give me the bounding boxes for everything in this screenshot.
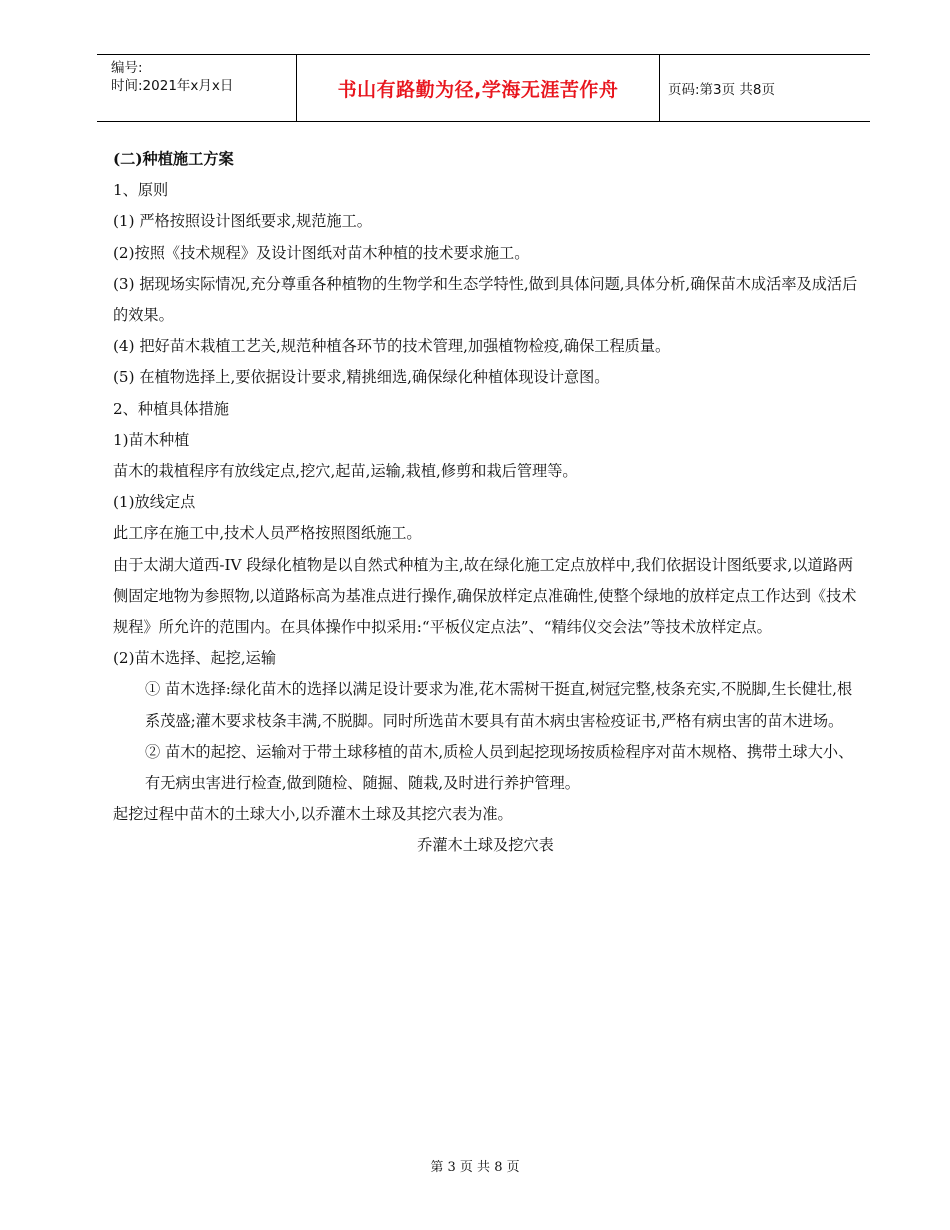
document-body <box>113 144 858 862</box>
section-title: (二)种植施工方案 <box>113 150 234 168</box>
staking-paragraph-2: 由于太湖大道西-IV 段绿化植物是以自然式种植为主,故在绿化施工定点放样中,我们依据设计图纸要求,以道路两侧固定地物为参照物,以道路标高为基准点进行操作,确保放样定点准确性,使整个绿地的放样定点工作达到《技术规程》所允许的范围内。在具体操作中拟采用:“平板仪定点法”、“精纬仪交会法”等技术放样定点。 <box>113 555 857 637</box>
staking-heading: (1)放线定点 <box>113 493 196 512</box>
principle-item-4: (4) 把好苗木栽植工艺关,规范种植各环节的技术管理,加强植物检疫,确保工程质量。 <box>113 337 671 356</box>
principle-item-3: (3) 据现场实际情况,充分尊重各种植物的生物学和生态学特性,做到具体问题,具体分析,确保苗木成活率及成活后的效果。 <box>113 274 858 325</box>
table-caption: 乔灌木土球及挖穴表 <box>417 836 554 855</box>
header-motto: 书山有路勤为径,学海无涯苦作舟 <box>297 55 660 121</box>
principle-item-5: (5) 在植物选择上,要依据设计要求,精挑细选,确保绿化种植体现设计意图。 <box>113 368 610 387</box>
principle-heading: 1、原则 <box>113 181 169 200</box>
page-footer: 第 3 页 共 8 页 <box>430 1160 520 1175</box>
document-time-label: 时间:2021年x月x日 <box>111 78 234 94</box>
header-page-info: 页码:第3页 共8页 <box>668 82 776 98</box>
measures-heading: 2、种植具体措施 <box>113 399 229 418</box>
document-number-label: 编号: <box>111 60 143 76</box>
selection-paragraph-2: ② 苗木的起挖、运输对于带土球移植的苗木,质检人员到起挖现场按质检程序对苗木规格、携带土球大小、有无病虫害进行检查,做到随检、随掘、随栽,及时进行养护管理。 <box>145 742 854 793</box>
header-meta <box>97 55 297 121</box>
staking-paragraph-1: 此工序在施工中,技术人员严格按照图纸施工。 <box>113 524 422 543</box>
selection-heading: (2)苗木选择、起挖,运输 <box>113 649 277 668</box>
principle-item-1: (1) 严格按照设计图纸要求,规范施工。 <box>113 212 372 231</box>
page-header <box>97 54 870 122</box>
planting-procedure-paragraph: 苗木的栽植程序有放线定点,挖穴,起苗,运输,栽植,修剪和栽后管理等。 <box>113 462 578 481</box>
selection-paragraph-1: ① 苗木选择:绿化苗木的选择以满足设计要求为准,花木需树干挺直,树冠完整,枝条充实,不脱脚,生长健壮,根系茂盛;灌木要求枝条丰满,不脱脚。同时所选苗木要具有苗木病虫害检疫证书,严格有病虫害的苗木进场。 <box>145 680 853 730</box>
planting-subheading: 1)苗木种植 <box>113 430 190 449</box>
principle-item-2: (2)按照《技术规程》及设计图纸对苗木种植的技术要求施工。 <box>113 243 530 262</box>
root-ball-paragraph: 起挖过程中苗木的土球大小,以乔灌木土球及其挖穴表为准。 <box>113 805 513 824</box>
